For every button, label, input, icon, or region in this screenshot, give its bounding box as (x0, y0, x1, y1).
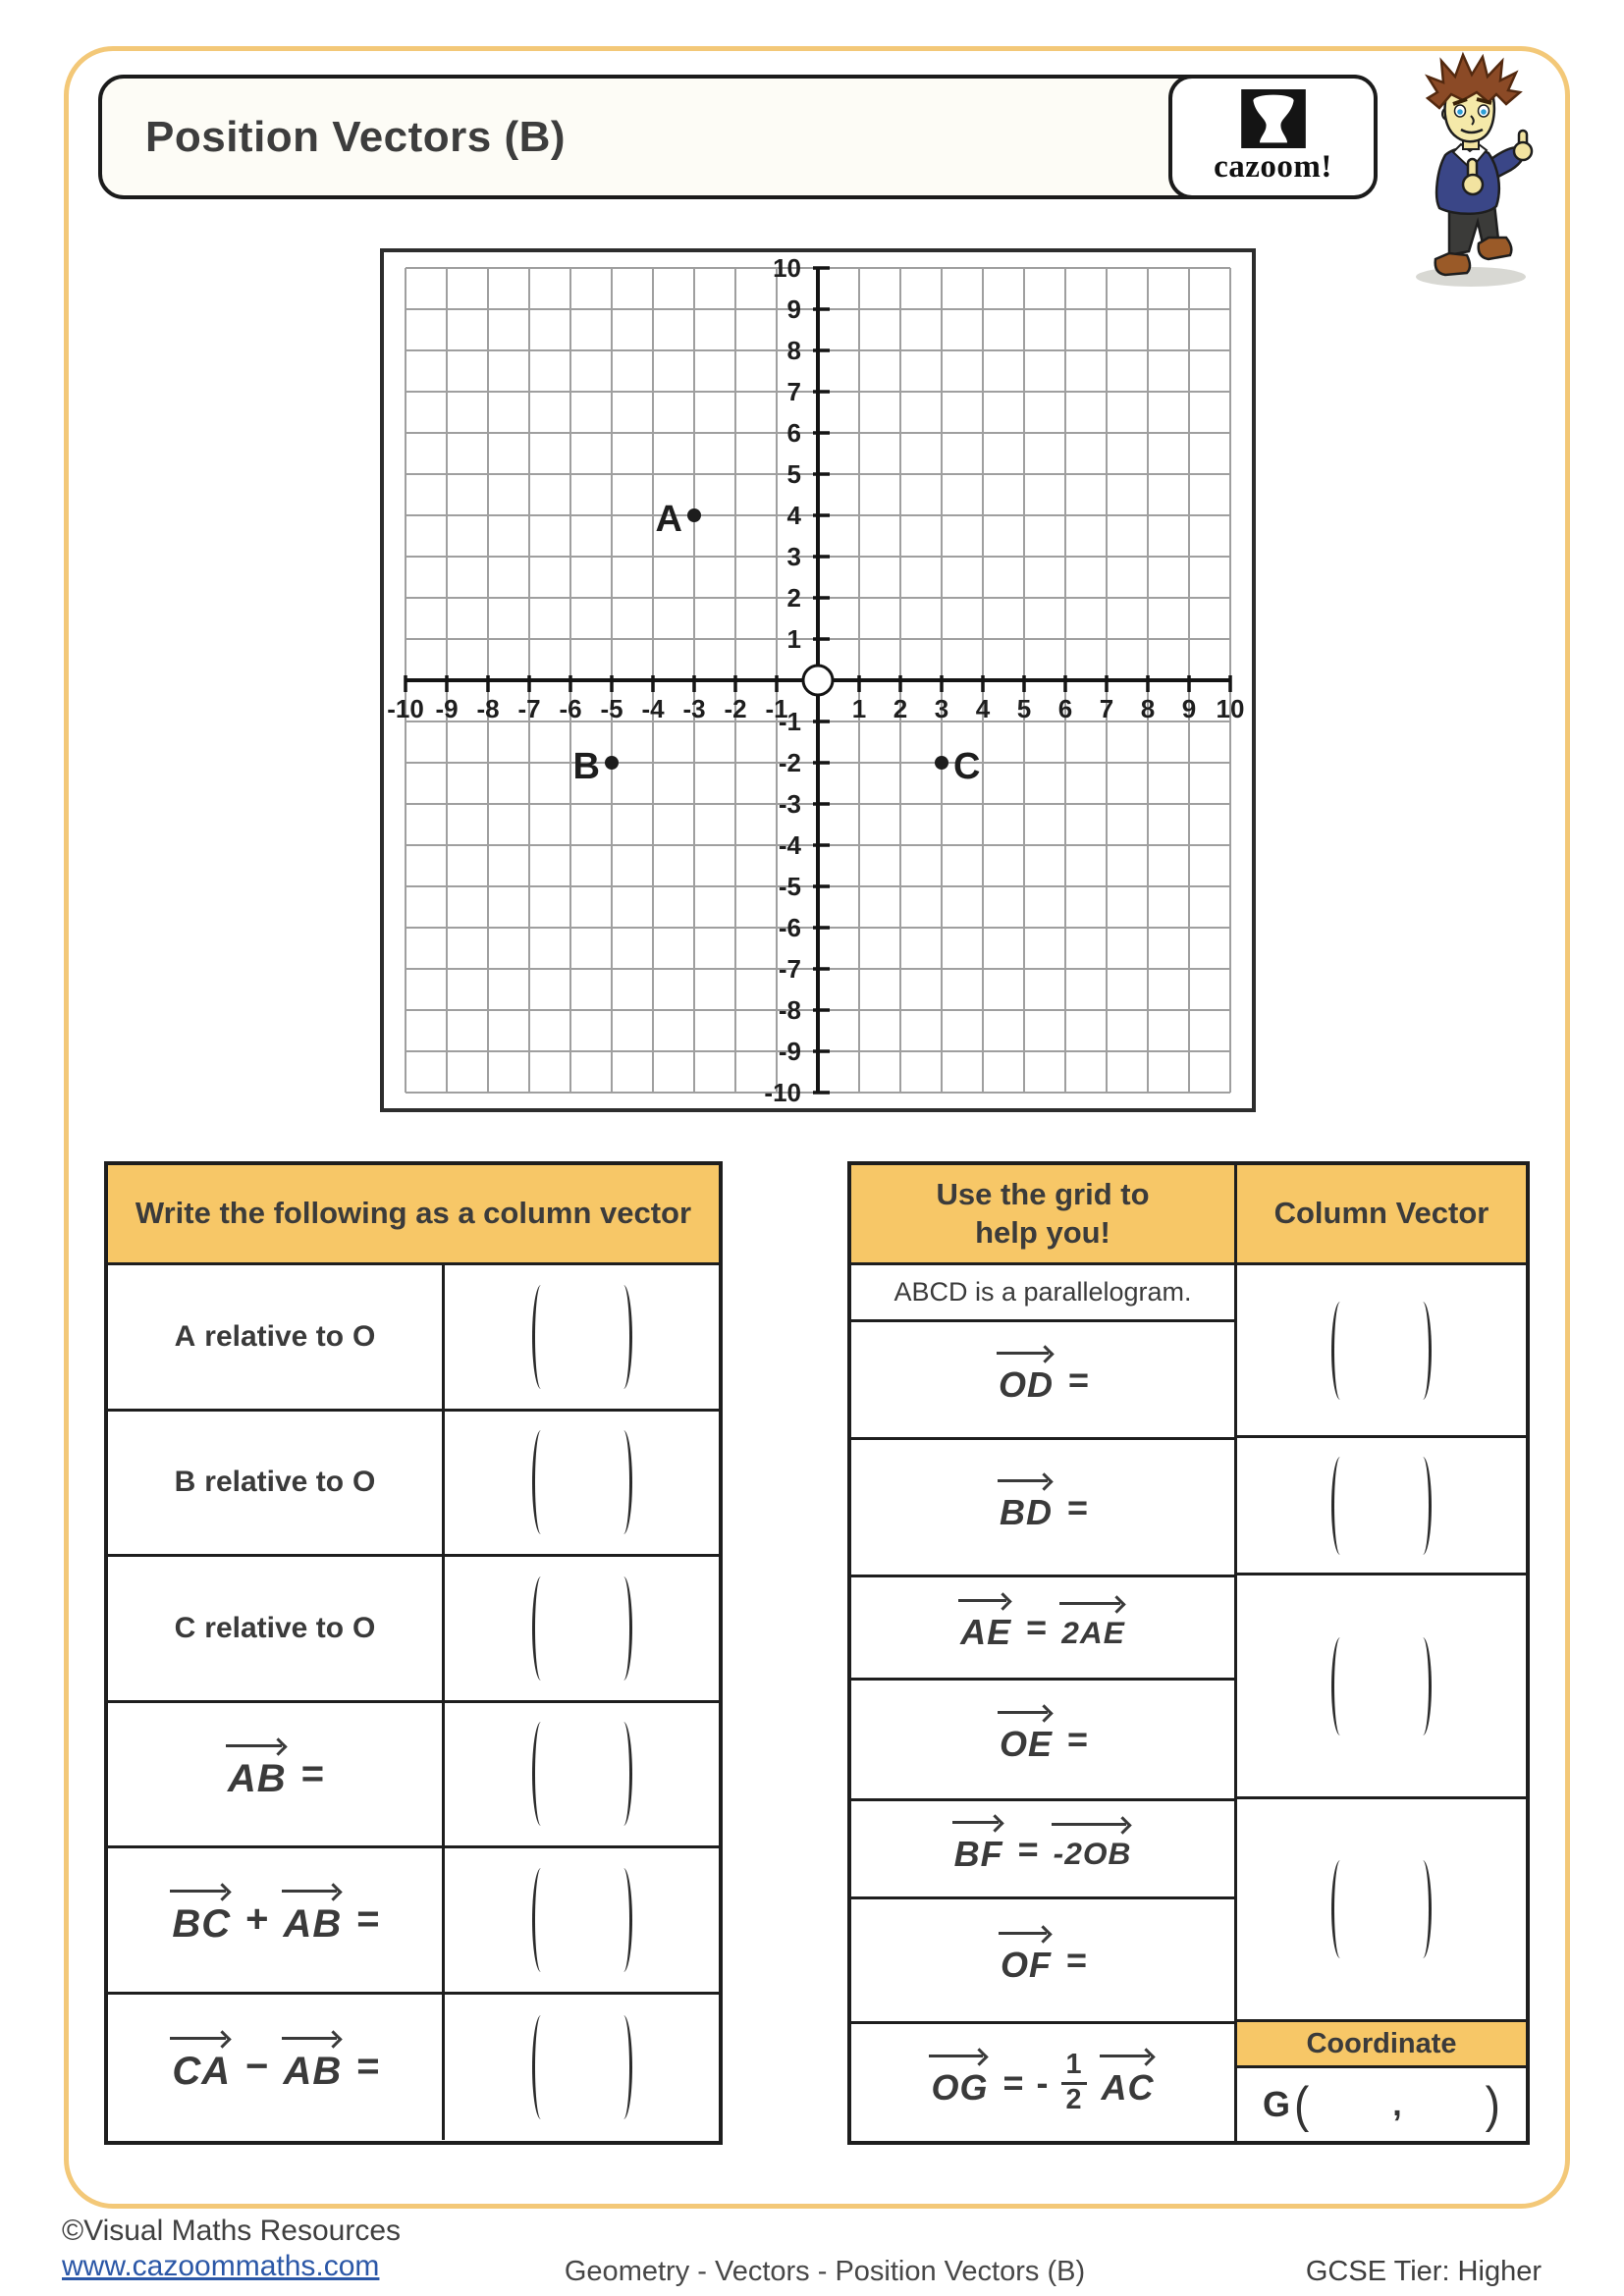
row-expr-bf: BF = -2OB (851, 1801, 1234, 1899)
column-vector-answer-cell (445, 1995, 719, 2141)
coordinate-header: Coordinate (1237, 2022, 1526, 2068)
right-table-question-column (851, 1165, 1237, 2141)
svg-text:C: C (953, 746, 981, 787)
left-table-header: Write the following as a column vector (108, 1165, 719, 1265)
svg-text:-1: -1 (765, 694, 788, 723)
svg-text:4: 4 (786, 501, 801, 530)
vector-arrow-icon (282, 2037, 338, 2040)
svg-text:2: 2 (893, 694, 908, 723)
svg-text:7: 7 (1099, 694, 1114, 723)
row-expr-og: OG = - $\frac{1}{2}$ AC (931, 2048, 1155, 2115)
svg-text:3: 3 (786, 542, 801, 571)
svg-text:-3: -3 (778, 789, 801, 819)
coordinate-answer-cell: G ( , ) (1263, 2076, 1500, 2133)
svg-text:8: 8 (786, 336, 801, 365)
svg-text:1: 1 (851, 694, 867, 723)
right-table-header-left: Use the grid to help you! (851, 1165, 1234, 1265)
vector-arrow-icon (170, 1890, 226, 1893)
vector-arrow-icon (1052, 1823, 1127, 1826)
svg-text:-9: -9 (435, 694, 459, 723)
svg-text:-6: -6 (778, 913, 801, 942)
svg-text:-9: -9 (778, 1037, 801, 1066)
column-vector-answer-cell (445, 1557, 719, 1703)
open-paren-icon (532, 1868, 550, 1972)
svg-text:-3: -3 (682, 694, 706, 723)
page-title: Position Vectors (B) (145, 112, 567, 161)
vector-arrow-icon (282, 1890, 338, 1893)
vector-arrow-icon (997, 1352, 1049, 1355)
open-paren-icon (532, 1576, 550, 1681)
close-paren-icon (1414, 1860, 1432, 1958)
svg-text:-8: -8 (778, 995, 801, 1025)
open-paren-icon (532, 1285, 550, 1389)
column-vector-answer-cell (1237, 1575, 1526, 1799)
row-expr-oe: OE = (851, 1681, 1234, 1801)
svg-text:5: 5 (786, 459, 801, 489)
row-label-c-relative: C relative to O (108, 1557, 445, 1703)
row-expr-ab: AB = (108, 1703, 445, 1849)
svg-text:-2: -2 (778, 748, 801, 777)
vector-arrow-icon (999, 1932, 1047, 1935)
close-paren-icon (1414, 1637, 1432, 1735)
svg-text:-10: -10 (387, 694, 424, 723)
right-table-header-right: Column Vector (1237, 1165, 1526, 1265)
footer-tier-text: GCSE Tier: Higher (1305, 2256, 1542, 2287)
close-paren-icon (615, 1285, 632, 1389)
row-expr-bd: BD = (851, 1440, 1234, 1577)
vector-arrow-icon (170, 2037, 226, 2040)
svg-text:-7: -7 (517, 694, 541, 723)
vector-arrow-icon (929, 2055, 983, 2057)
svg-text:8: 8 (1140, 694, 1156, 723)
coordinate-grid-svg (384, 252, 1252, 1108)
svg-text:-1: -1 (778, 707, 801, 736)
column-vector-answer-cell (1237, 1799, 1526, 2022)
svg-text:-6: -6 (559, 694, 582, 723)
vector-arrow-icon (998, 1711, 1048, 1714)
close-paren-icon (615, 1576, 632, 1681)
column-vector-answer-cell (445, 1703, 719, 1849)
coordinate-grid (380, 248, 1256, 1112)
svg-text:6: 6 (786, 418, 801, 448)
svg-text:2: 2 (786, 583, 801, 613)
svg-text:-4: -4 (641, 694, 665, 723)
svg-text:A: A (655, 499, 682, 540)
svg-text:9: 9 (786, 294, 801, 324)
vector-arrow-icon (226, 1744, 282, 1747)
close-paren-icon (1414, 1457, 1432, 1555)
cazoom-drum-icon (1241, 89, 1306, 148)
close-paren-icon (615, 2015, 632, 2119)
open-paren-icon (1331, 1860, 1349, 1958)
cazoom-logo-text: cazoom! (1214, 148, 1332, 185)
open-paren-icon (532, 1722, 550, 1826)
column-vector-answer-cell (1237, 1438, 1526, 1575)
close-paren-icon (1414, 1302, 1432, 1400)
column-vector-answer-cell (1237, 1265, 1526, 1438)
row-label-b-relative: B relative to O (108, 1412, 445, 1558)
svg-text:-2: -2 (724, 694, 747, 723)
parallelogram-note: ABCD is a parallelogram. (851, 1265, 1234, 1322)
right-table (847, 1161, 1530, 2145)
row-expr-bc-plus-ab: BC + AB = (108, 1848, 445, 1995)
open-paren-icon (1331, 1457, 1349, 1555)
svg-text:5: 5 (1016, 694, 1032, 723)
svg-text:-4: -4 (778, 830, 801, 860)
svg-text:9: 9 (1181, 694, 1197, 723)
svg-text:-5: -5 (778, 872, 801, 901)
svg-text:10: 10 (1216, 694, 1245, 723)
svg-text:-7: -7 (778, 954, 801, 984)
row-expr-od: OD = (851, 1322, 1234, 1440)
svg-text:1: 1 (786, 624, 801, 654)
row-label-a-relative: A relative to O (108, 1265, 445, 1412)
close-paren-icon (615, 1722, 632, 1826)
left-table-body (108, 1265, 719, 2140)
open-paren-icon (1331, 1637, 1349, 1735)
mascot-boy-illustration (1394, 49, 1551, 294)
open-paren-icon (532, 1430, 550, 1534)
row-expr-ae: AE = 2AE (851, 1577, 1234, 1681)
vector-arrow-icon (1059, 1602, 1120, 1605)
cazoom-logo-box (1168, 75, 1378, 199)
svg-text:-5: -5 (600, 694, 623, 723)
svg-text:6: 6 (1057, 694, 1073, 723)
left-table (104, 1161, 723, 2145)
website-link[interactable]: www.cazoommaths.com (62, 2250, 380, 2282)
svg-text:-10: -10 (764, 1078, 801, 1107)
vector-arrow-icon (952, 1821, 999, 1824)
column-vector-answer-cell (445, 1848, 719, 1995)
close-paren-icon (615, 1868, 632, 1972)
vector-arrow-icon (998, 1479, 1048, 1482)
column-vector-answer-cell (445, 1265, 719, 1412)
row-expr-of: OF = (851, 1899, 1234, 2024)
vector-arrow-icon (958, 1599, 1006, 1602)
column-vector-answer-cell (445, 1412, 719, 1558)
close-paren-icon (615, 1430, 632, 1534)
open-paren-icon (532, 2015, 550, 2119)
svg-text:4: 4 (975, 694, 991, 723)
svg-text:10: 10 (773, 253, 801, 283)
vector-arrow-icon (1100, 2055, 1150, 2057)
copyright-text: ©Visual Maths Resources (62, 2215, 402, 2247)
open-paren-icon (1331, 1302, 1349, 1400)
svg-text:B: B (572, 746, 600, 787)
footer-topic-text: Geometry - Vectors - Position Vectors (B) (564, 2256, 1086, 2287)
svg-text:7: 7 (786, 377, 801, 406)
svg-text:-8: -8 (476, 694, 500, 723)
right-table-answer-column (1237, 1165, 1526, 2141)
svg-text:3: 3 (934, 694, 949, 723)
row-expr-ca-minus-ab: CA − AB = (108, 1995, 445, 2141)
